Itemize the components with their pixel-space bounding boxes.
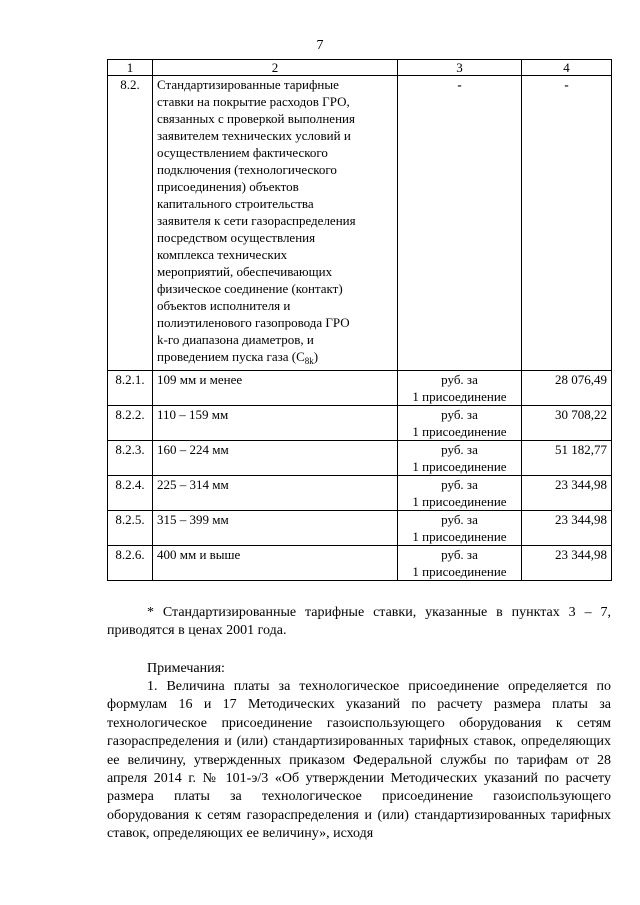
closing-paren: ) [313,349,319,364]
row-description [153,476,398,511]
row-unit [398,406,522,441]
description-line: мероприятий, обеспечивающих [157,264,333,279]
description-line: подключения (технологического [157,162,337,177]
description-line: k-го диапазона диаметров, и [157,332,314,347]
table-header-row [108,60,612,76]
page-number: 7 [316,38,324,53]
notes-body: 1. Величина платы за технологическое присоединение определяется по формулам 16 и 17 Методических указаний по расчету размера платы за технологическое присоединение газоиспользующего оборудования к сетям газораспределения и (или) стандартизированных тарифных ставок, определяющих ее величину, утвержденных приказом Федеральной службы по тарифам от 28 апреля 2014 г. № 101-э/3 «Об утверждении Методических указаний по расчету размера платы за технологическое присоединение газоиспользующего оборудования к сетям газораспределения и (или) стандартизированных тарифных ставок, определяющих ее величину», исходя [107,679,611,842]
description-line-text: проведением пуска газа (C [157,349,305,364]
description-line: заявителя к сети газораспределения [157,213,356,228]
row-description [153,371,398,406]
table-row [108,406,612,441]
row-value [522,476,612,511]
row-value-text: 30 708,22 [555,407,607,422]
column-header: 3 [398,60,522,76]
description-line [157,348,393,370]
row-unit [398,511,522,546]
row-number [108,546,153,581]
row-value-text: 23 344,98 [555,477,607,492]
description-line: капитального строительства [157,196,314,211]
row-unit [398,371,522,406]
table-row [108,511,612,546]
row-unit-text: руб. за 1 присоединение [412,512,507,544]
row-number-text: 8.2.1. [115,372,145,387]
row-value-text: 28 076,49 [555,372,607,387]
table-row-main [108,76,612,371]
description-line: посредством осуществления [157,230,316,245]
row-number: 8.2. [108,76,153,371]
column-header: 1 [108,60,153,76]
row-number-text: 8.2.4. [115,477,145,492]
row-unit [398,441,522,476]
subscript: 8k [304,356,314,366]
row-value [522,371,612,406]
row-unit-text: руб. за 1 присоединение [412,372,507,404]
main-description [157,76,393,370]
row-value: - [522,76,612,371]
row-value [522,511,612,546]
row-number [108,511,153,546]
row-description-text: 225 – 314 мм [157,477,229,492]
description-line: присоединения) объектов [157,179,299,194]
description-line: объектов исполнителя и [157,298,291,313]
table-row [108,371,612,406]
column-header: 2 [153,60,398,76]
row-description-text: 109 мм и менее [157,372,243,387]
row-value-text: 23 344,98 [555,512,607,527]
description-line: полиэтиленового газопровода ГРО [157,315,350,330]
description-line: комплекса технических [157,247,288,262]
description-line: осуществлением фактического [157,145,328,160]
row-unit-text: руб. за 1 присоединение [412,547,507,579]
row-number-text: 8.2.2. [115,407,145,422]
row-description [153,546,398,581]
row-description [153,511,398,546]
table-row [108,546,612,581]
row-unit: - [398,76,522,371]
description-line: Стандартизированные тарифные [157,77,339,92]
row-number [108,371,153,406]
row-unit-text: руб. за 1 присоединение [412,442,507,474]
row-unit-text: руб. за 1 присоединение [412,477,507,509]
row-number-text: 8.2.6. [115,547,145,562]
row-description-text: 110 – 159 мм [157,407,229,422]
notes-heading: Примечания: [147,661,225,676]
table-row [108,476,612,511]
row-value-text: 23 344,98 [555,547,607,562]
row-description-text: 400 мм и выше [157,547,241,562]
row-value [522,406,612,441]
row-number [108,406,153,441]
row-description-text: 160 – 224 мм [157,442,229,457]
row-value-text: 51 182,77 [555,442,607,457]
row-description [153,441,398,476]
column-header: 4 [522,60,612,76]
row-value [522,546,612,581]
description-line: заявителем технических условий и [157,128,351,143]
row-description-text: 315 – 399 мм [157,512,229,527]
row-description [153,406,398,441]
footnote: * Стандартизированные тарифные ставки, указанные в пунктах 3 – 7, приводятся в ценах 2001 года. [107,605,611,638]
row-number-text: 8.2.3. [115,442,145,457]
row-value [522,441,612,476]
row-description [153,76,398,371]
row-unit [398,476,522,511]
tariff-table [107,59,612,581]
description-line: связанных с проверкой выполнения [157,111,355,126]
description-line: физическое соединение (контакт) [157,281,343,296]
table-row [108,441,612,476]
description-line: ставки на покрытие расходов ГРО, [157,94,350,109]
row-number-text: 8.2.5. [115,512,145,527]
row-unit-text: руб. за 1 присоединение [412,407,507,439]
row-number [108,476,153,511]
row-number [108,441,153,476]
row-unit [398,546,522,581]
